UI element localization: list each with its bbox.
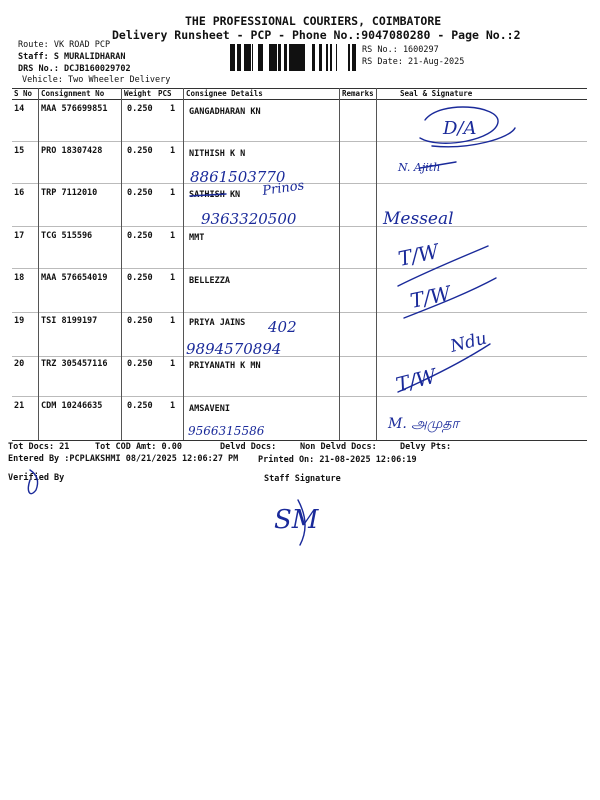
col-divider <box>121 88 122 440</box>
cell-weight: 0.250 <box>127 273 153 283</box>
col-divider <box>38 88 39 440</box>
barcode-bar <box>261 44 263 71</box>
barcode-bar <box>232 44 234 71</box>
barcode-bar <box>336 44 337 71</box>
cell-weight: 0.250 <box>127 359 153 369</box>
col-header-consignment: Consignment No <box>41 89 105 98</box>
signature-strike <box>420 162 456 168</box>
cell-consignment: TSI 8199197 <box>41 316 98 326</box>
signature-scribble <box>420 107 498 143</box>
rs-number: RS No.: 1600297 <box>362 45 439 55</box>
verified-by-label: Verified By <box>8 473 65 483</box>
cell-consignee: AMSAVENI <box>189 404 230 414</box>
row-divider <box>12 396 587 397</box>
col-header-weight: Weight <box>124 89 152 98</box>
handwritten-phone-row19: 9894570894 <box>186 340 282 358</box>
signature-scribble <box>432 128 515 147</box>
handwritten-seal-row18: T/W <box>408 280 453 313</box>
col-divider <box>339 88 340 440</box>
delivery-points: Delvy Pts: <box>400 442 452 452</box>
barcode-bar <box>240 44 241 71</box>
row-divider <box>12 226 587 227</box>
col-header-remarks: Remarks <box>342 89 374 98</box>
company-title: THE PROFESSIONAL COURIERS, COIMBATORE <box>185 14 442 28</box>
barcode-bar <box>237 44 240 71</box>
handwritten-seal-row16: Messeal <box>383 209 454 229</box>
handwritten-phone-row16: 9363320500 <box>201 210 297 228</box>
cell-consignment: PRO 18307428 <box>41 146 103 156</box>
handwritten-note-row16: Prinos <box>261 178 306 199</box>
cell-consignment: MAA 576654019 <box>41 273 108 283</box>
table-bottom-rule <box>12 440 587 441</box>
runsheet-title: Delivery Runsheet - PCP - Phone No.:9047080280 - Page No.:2 <box>112 28 521 42</box>
cell-pcs: 1 <box>170 273 176 283</box>
barcode-bar <box>353 44 356 71</box>
row-divider <box>12 183 587 184</box>
cell-sno: 17 <box>14 231 25 241</box>
total-docs: Tot Docs: 21 <box>8 442 70 452</box>
barcode-bar <box>249 44 251 71</box>
barcode-bar <box>348 44 350 71</box>
cell-sno: 19 <box>14 316 25 326</box>
cell-consignee: GANGADHARAN KN <box>189 107 261 117</box>
cell-sno: 18 <box>14 273 25 283</box>
barcode-bar <box>246 44 249 71</box>
non-delivered-docs: Non Delvd Docs: <box>300 442 377 452</box>
barcode-bar <box>297 44 298 71</box>
handwritten-phone-row21: 9566315586 <box>188 424 265 438</box>
cell-weight: 0.250 <box>127 231 153 241</box>
cell-pcs: 1 <box>170 359 176 369</box>
barcode-bar <box>330 44 331 71</box>
cell-sno: 14 <box>14 104 25 114</box>
barcode-bar <box>301 44 303 71</box>
rs-date: RS Date: 21-Aug-2025 <box>362 57 465 67</box>
handwritten-phone-row15: 8861503770 <box>190 168 286 186</box>
cell-consignment: TRP 7112010 <box>41 188 98 198</box>
handwritten-seal-row20: T/W <box>393 363 439 397</box>
barcode-bar <box>326 44 328 71</box>
handwritten-seal-row14: D/A <box>443 118 477 139</box>
cell-consignee: NITHISH K N <box>189 149 246 159</box>
signature-underline <box>398 246 488 286</box>
cell-weight: 0.250 <box>127 104 153 114</box>
delivered-docs: Delvd Docs: <box>220 442 277 452</box>
cell-consignment: MAA 576699851 <box>41 104 108 114</box>
total-cod-amount: Tot COD Amt: 0.00 <box>95 442 182 452</box>
cell-pcs: 1 <box>170 401 176 411</box>
barcode-bar <box>260 44 261 71</box>
signature-stroke <box>298 500 305 545</box>
signature-underline <box>398 344 490 392</box>
cell-pcs: 1 <box>170 316 176 326</box>
barcode-bar <box>303 44 305 71</box>
barcode <box>230 44 358 71</box>
printed-on: Printed On: 21-08-2025 12:06:19 <box>258 455 417 465</box>
barcode-bar <box>258 44 260 71</box>
staff-signature: SM <box>274 505 319 535</box>
cell-weight: 0.250 <box>127 146 153 156</box>
staff-label: Staff: S MURALIDHARAN <box>18 52 126 62</box>
col-divider <box>376 88 377 440</box>
barcode-bar <box>312 44 315 71</box>
vehicle-label: Vehicle: Two Wheeler Delivery <box>22 75 171 85</box>
handwritten-seal-row15: N. Ajith <box>398 161 441 174</box>
cell-consignee: SATHISH KN <box>189 190 241 200</box>
cell-pcs: 1 <box>170 146 176 156</box>
handwritten-note-row19: 402 <box>268 318 297 336</box>
cell-pcs: 1 <box>170 188 176 198</box>
table-header-rule <box>12 99 587 100</box>
cell-consignment: TCG 515596 <box>41 231 93 241</box>
handwritten-seal-row19: Ndu <box>448 328 489 357</box>
cell-pcs: 1 <box>170 104 176 114</box>
cell-consignee: MMT <box>189 233 205 243</box>
row-divider <box>12 141 587 142</box>
entered-by: Entered By :PCPLAKSHMI 08/21/2025 12:06:27 PM <box>8 454 239 464</box>
barcode-bar <box>289 44 291 71</box>
col-header-seal: Seal & Signature <box>400 89 473 98</box>
cell-weight: 0.250 <box>127 188 153 198</box>
barcode-bar <box>244 44 246 71</box>
cell-sno: 16 <box>14 188 25 198</box>
route-label: Route: VK ROAD PCP <box>18 40 111 50</box>
barcode-bar <box>230 44 232 71</box>
col-divider <box>183 88 184 440</box>
barcode-bar <box>331 44 332 71</box>
col-header-consignee: Consignee Details <box>186 89 263 98</box>
cell-weight: 0.250 <box>127 401 153 411</box>
row-divider <box>12 356 587 357</box>
barcode-bar <box>234 44 235 71</box>
barcode-bar <box>294 44 297 71</box>
cell-consignee: PRIYA JAINS <box>189 318 246 328</box>
barcode-bar <box>319 44 322 71</box>
barcode-bar <box>274 44 277 71</box>
cell-weight: 0.250 <box>127 316 153 326</box>
cell-consignee: BELLEZZA <box>189 276 230 286</box>
cell-sno: 21 <box>14 401 25 411</box>
col-header-sno: S No <box>14 89 33 98</box>
cell-consignee: PRIYANATH K MN <box>189 361 261 371</box>
row-divider <box>12 312 587 313</box>
row-divider <box>12 268 587 269</box>
cell-pcs: 1 <box>170 231 176 241</box>
barcode-bar <box>291 44 294 71</box>
handwritten-seal-row17: T/W <box>396 238 441 271</box>
barcode-bar <box>352 44 353 71</box>
barcode-bar <box>252 44 253 71</box>
col-header-pcs: PCS <box>158 89 172 98</box>
cell-sno: 15 <box>14 146 25 156</box>
barcode-bar <box>298 44 301 71</box>
barcode-bar <box>271 44 274 71</box>
barcode-bar <box>284 44 287 71</box>
cell-sno: 20 <box>14 359 25 369</box>
barcode-bar <box>269 44 271 71</box>
staff-signature-label: Staff Signature <box>264 474 341 484</box>
cell-consignment: TRZ 305457116 <box>41 359 108 369</box>
drs-label: DRS No.: DCJB160029702 <box>18 64 131 74</box>
handwritten-seal-row21: M. அமுதா <box>388 416 459 432</box>
cell-consignment: CDM 10246635 <box>41 401 103 411</box>
barcode-bar <box>278 44 281 71</box>
